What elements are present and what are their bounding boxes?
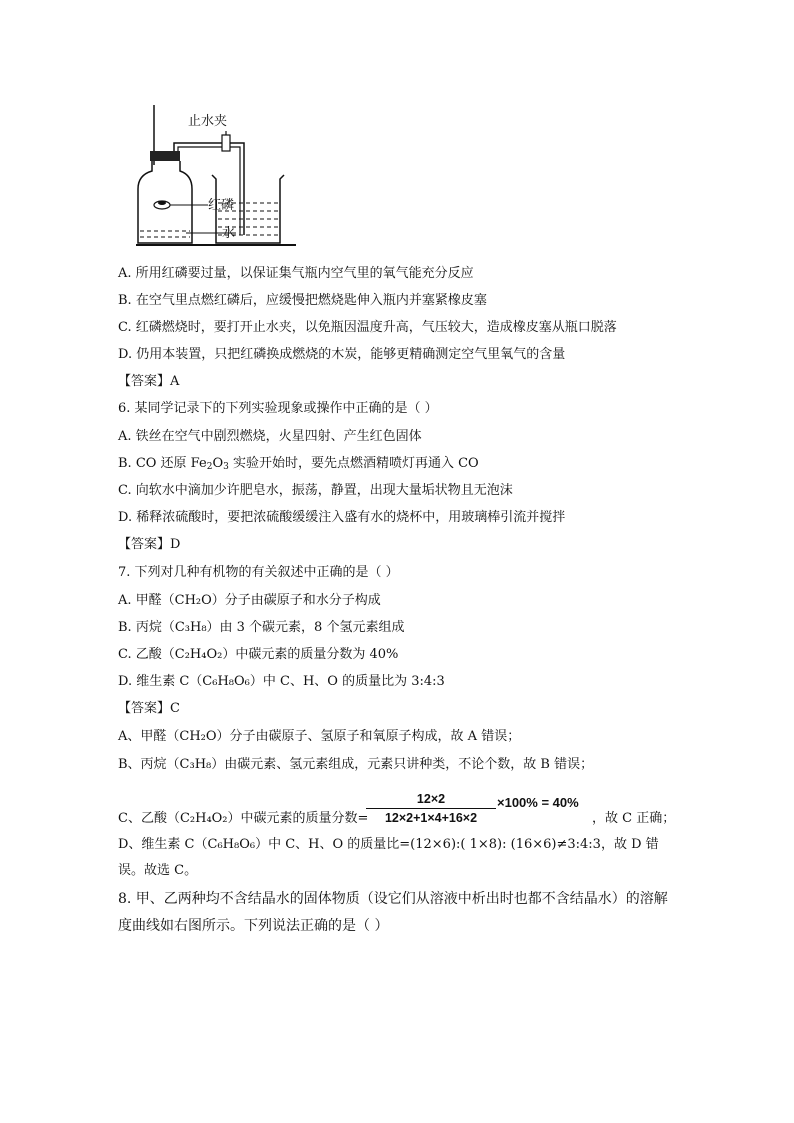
q7-option-b: B. 丙烷（C₃H₈）由 3 个碳元素，8 个氢元素组成 bbox=[118, 620, 405, 635]
q7-explanation-c-prefix: C、乙酸（C₂H₄O₂）中碳元素的质量分数= bbox=[118, 811, 369, 826]
label-phosphorus: 红磷 bbox=[208, 198, 235, 213]
q7-option-d: D. 维生素 C（C₆H₈O₆）中 C、H、O 的质量比为 3:4:3 bbox=[118, 674, 445, 689]
q6-option-d: D. 稀释浓硫酸时，要把浓硫酸缓缓注入盛有水的烧杯中，用玻璃棒引流并搅拌 bbox=[118, 510, 566, 525]
q7-option-a: A. 甲醛（CH₂O）分子由碳原子和水分子构成 bbox=[118, 593, 381, 608]
fraction-result: ×100% = 40% bbox=[497, 795, 579, 810]
q6-option-c: C. 向软水中滴加少许肥皂水，振荡，静置，出现大量垢状物且无泡沫 bbox=[118, 483, 513, 498]
label-clamp: 止水夹 bbox=[188, 114, 228, 129]
q7-option-c: C. 乙酸（C₂H₄O₂）中碳元素的质量分数为 40% bbox=[118, 647, 399, 662]
delivery-tube bbox=[174, 143, 244, 235]
stopper bbox=[150, 151, 180, 161]
q6-option-b: B. CO 还原 $Fe_2O_3$ 实验开始时，要先点燃酒精喷灯再通入 CO bbox=[118, 456, 479, 472]
label-water: 水 bbox=[222, 226, 236, 241]
q7-explanation-d-line1: D、维生素 C（C₆H₈O₆）中 C、H、O 的质量比=(12×6):( 1×8): (16×6)≠3:4:3，故 D 错 bbox=[118, 837, 659, 852]
q6-answer: 【答案】D bbox=[118, 537, 181, 552]
q7-explanation-b: B、丙烷（C₃H₈）由碳元素、氢元素组成，元素只讲种类，不论个数，故 B 错误； bbox=[118, 757, 594, 772]
q7-explanation-c-suffix: ，故 C 正确； bbox=[592, 811, 676, 826]
q7-answer: 【答案】C bbox=[118, 701, 180, 716]
q7-explanation-d-line2: 误。故选 C。 bbox=[118, 863, 198, 878]
q5-option-b: B. 在空气里点燃红磷后，应缓慢把燃烧匙伸入瓶内并塞紧橡皮塞 bbox=[118, 293, 487, 308]
clamp-icon bbox=[222, 135, 230, 151]
q7-explanation-a: A、甲醛（CH₂O）分子由碳原子、氢原子和氧原子构成，故 A 错误； bbox=[118, 729, 521, 744]
q5-option-d: D. 仍用本装置，只把红磷换成燃烧的木炭，能够更精确测定空气里氧气的含量 bbox=[118, 347, 566, 362]
q8-stem-line1: 8. 甲、乙两种均不含结晶水的固体物质（设它们从溶液中析出时也都不含结晶水）的溶解 bbox=[118, 891, 668, 907]
q8-stem-line2: 度曲线如右图所示。下列说法正确的是（ ） bbox=[118, 918, 389, 934]
fraction-denominator: 12×2+1×4+16×2 bbox=[384, 811, 478, 825]
q5-option-a: A. 所用红磷要过量，以保证集气瓶内空气里的氧气能充分反应 bbox=[118, 266, 474, 281]
q5-answer: 【答案】A bbox=[118, 374, 180, 389]
apparatus-figure bbox=[136, 105, 296, 247]
q6-option-a: A. 铁丝在空气中剧烈燃烧，火星四射、产生红色固体 bbox=[118, 429, 422, 444]
q5-option-c: C. 红磷燃烧时，要打开止水夹，以免瓶因温度升高，气压较大，造成橡皮塞从瓶口脱落 bbox=[118, 320, 617, 335]
q7-stem: 7. 下列对几种有机物的有关叙述中正确的是（ ） bbox=[118, 565, 399, 580]
q6-stem: 6. 某同学记录下的下列实验现象或操作中正确的是（ ） bbox=[118, 401, 438, 416]
mass-fraction-formula bbox=[366, 792, 496, 825]
fraction-numerator: 12×2 bbox=[416, 792, 446, 806]
